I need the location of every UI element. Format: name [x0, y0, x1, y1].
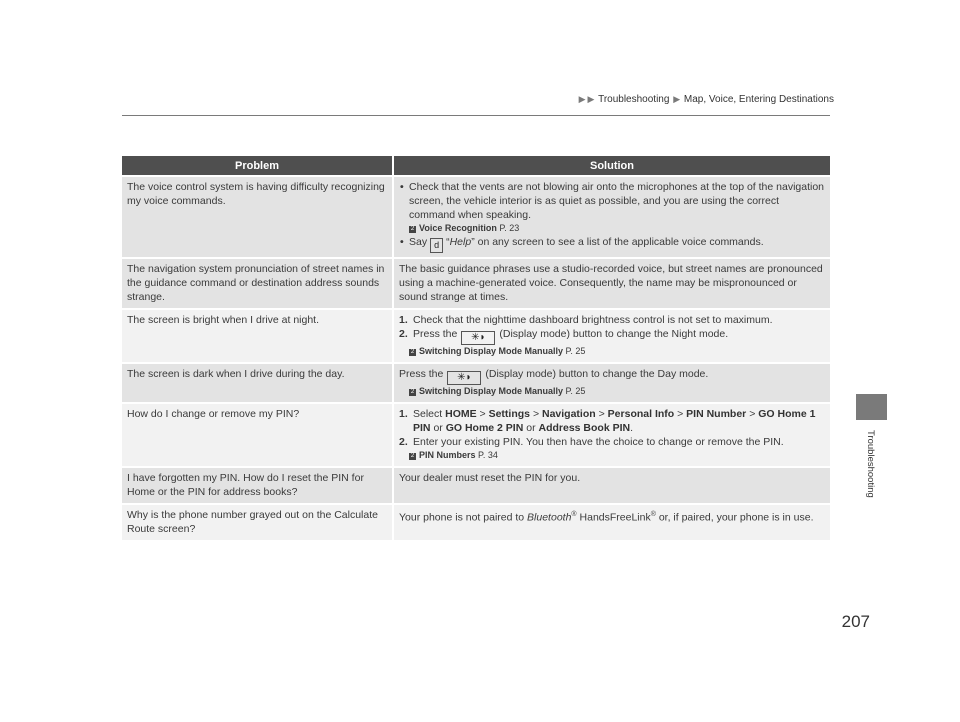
registered-mark: ® — [650, 511, 656, 518]
step-text-pre: Press the — [413, 328, 458, 340]
path-separator: > — [479, 408, 486, 420]
solution-text-post: or, if paired, your phone is in use. — [658, 511, 814, 524]
solution-bullet — [399, 235, 826, 253]
ref-arrow-icon: 2 — [410, 226, 415, 232]
breadcrumb-arrow-icon: ▶ — [578, 94, 586, 104]
step-text: Enter your existing PIN. You then have the choice to change or remove the PIN. — [413, 436, 784, 448]
talk-button-icon: d — [430, 238, 443, 253]
menu-path-go-home-1: GO Home 1 PIN — [413, 408, 816, 434]
breadcrumb-section[interactable]: Troubleshooting — [598, 94, 670, 105]
registered-mark: ® — [571, 511, 577, 518]
help-command: Help — [449, 236, 472, 248]
display-mode-button-icon: ✳◗ — [461, 331, 495, 345]
solution-text-post: (Display mode) button to change the Day mode. — [485, 368, 709, 380]
ref-title[interactable]: Switching Display Mode Manually — [419, 346, 564, 356]
step-number: 1. — [399, 408, 408, 420]
quote-open: “ — [446, 236, 450, 248]
breadcrumb-arrow-icon: ▶ — [587, 94, 595, 104]
ref-page: P. 23 — [499, 223, 520, 233]
solution-step — [399, 313, 826, 327]
solution-cell — [394, 362, 830, 402]
solution-cell — [394, 503, 830, 540]
cross-reference[interactable] — [409, 345, 826, 358]
problem-cell: I have forgotten my PIN. How do I reset the PIN for Home or the PIN for address books? — [122, 466, 394, 503]
handsfreelink-text: HandsFreeLink — [579, 511, 651, 524]
ref-title[interactable]: PIN Numbers — [419, 450, 476, 460]
step-number: 2. — [399, 328, 408, 340]
path-separator: > — [598, 408, 605, 420]
say-text-post: on any screen to see a list of the applicable voice commands. — [477, 236, 764, 248]
ref-arrow-icon: 2 — [410, 453, 415, 459]
table-row — [122, 362, 830, 402]
path-separator: > — [677, 408, 684, 420]
header-solution: Solution — [394, 156, 830, 175]
display-mode-button-icon: ✳◗ — [447, 371, 481, 385]
menu-path-navigation: Navigation — [542, 408, 596, 420]
ref-title[interactable]: Switching Display Mode Manually — [419, 386, 564, 396]
ref-page: P. 25 — [565, 346, 586, 356]
solution-cell — [394, 402, 830, 466]
solution-text-pre: Your phone is not paired to — [399, 511, 525, 524]
cross-reference[interactable] — [409, 449, 826, 462]
menu-path-go-home-2: GO Home 2 PIN — [445, 422, 524, 434]
header-problem: Problem — [122, 156, 394, 175]
solution-cell: Your dealer must reset the PIN for you. — [394, 466, 830, 503]
menu-path-settings: Settings — [488, 408, 531, 420]
solution-text-pre: Press the — [399, 368, 444, 380]
menu-path-address-book: Address Book PIN — [538, 422, 631, 434]
solution-step — [399, 407, 826, 435]
table-row — [122, 257, 830, 308]
step-number: 2. — [399, 436, 408, 448]
breadcrumb-page: Map, Voice, Entering Destinations — [683, 94, 834, 105]
solution-text — [399, 367, 826, 385]
path-separator: > — [749, 408, 756, 420]
cross-reference[interactable] — [409, 222, 826, 235]
or-text: or — [526, 422, 536, 434]
header-divider — [122, 115, 830, 116]
problem-cell: How do I change or remove my PIN? — [122, 402, 394, 466]
side-tab-label: Troubleshooting — [865, 430, 876, 498]
solution-cell — [394, 308, 830, 362]
problem-cell: The navigation system pronunciation of street names in the guidance command or destination address sounds strange. — [122, 257, 394, 308]
menu-path-pin-number: PIN Number — [686, 408, 747, 420]
period: . — [630, 422, 634, 434]
table-row — [122, 402, 830, 466]
page-number: 207 — [841, 612, 870, 631]
ref-page: P. 25 — [565, 386, 586, 396]
ref-page: P. 34 — [478, 450, 498, 460]
say-text: Say — [409, 236, 428, 248]
solution-step — [399, 327, 826, 345]
solution-cell — [394, 175, 830, 257]
or-text: or — [433, 422, 443, 434]
ref-arrow-icon: 2 — [410, 389, 415, 395]
path-separator: > — [532, 408, 540, 420]
menu-path-home: HOME — [445, 408, 477, 420]
solution-cell: The basic guidance phrases use a studio-recorded voice, but street names are pronounced using a machine-generated voice. Consequently, the name may be mispronounced or sound strange at times. — [394, 257, 830, 308]
step-number: 1. — [399, 314, 408, 326]
problem-cell: The screen is dark when I drive during the day. — [122, 362, 394, 402]
bluetooth-text: Bluetooth — [527, 511, 572, 524]
troubleshooting-table — [122, 156, 830, 540]
quote-close: ” — [471, 236, 475, 248]
table-row — [122, 503, 830, 540]
table-row — [122, 466, 830, 503]
step-text-post: (Display mode) button to change the Night mode. — [499, 328, 729, 340]
menu-path-personal-info: Personal Info — [607, 408, 675, 420]
solution-bullet: • Check that the vents are not blowing air onto the microphones at the top of the navigation screen, the vehicle interior is as quiet as possible, and you are using the correct command when speaking. — [399, 180, 826, 222]
table-row — [122, 175, 830, 257]
ref-arrow-icon: 2 — [410, 349, 415, 355]
ref-title[interactable]: Voice Recognition — [419, 223, 497, 233]
side-tab-marker — [856, 394, 887, 420]
table-header-row — [122, 156, 830, 175]
step-text: Check that the nighttime dashboard brightness control is not set to maximum. — [413, 314, 773, 326]
table-row — [122, 308, 830, 362]
problem-cell: The screen is bright when I drive at night. — [122, 308, 394, 362]
solution-step — [399, 435, 826, 449]
problem-cell: Why is the phone number grayed out on the Calculate Route screen? — [122, 503, 394, 540]
breadcrumb — [560, 94, 834, 105]
cross-reference[interactable] — [409, 385, 826, 398]
select-text: Select — [413, 408, 443, 420]
problem-cell: The voice control system is having difficulty recognizing my voice commands. — [122, 175, 394, 257]
breadcrumb-arrow-icon: ▶ — [673, 94, 681, 104]
